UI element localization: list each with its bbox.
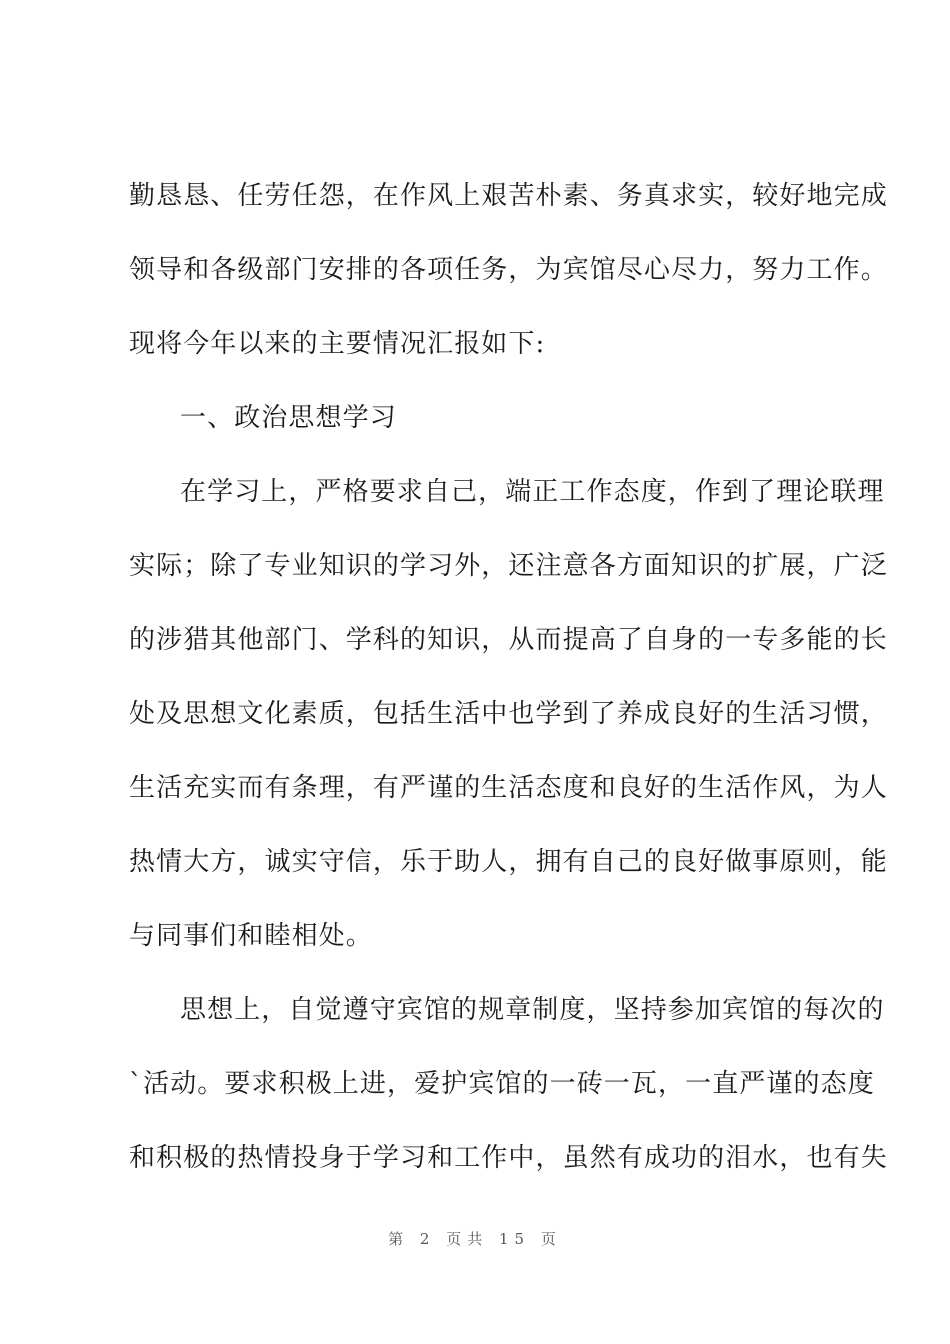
- paragraph-line: 和积极的热情投身于学习和工作中，虽然有成功的泪水，也有失: [129, 1143, 888, 1173]
- paragraph-line: 思想上，自觉遵守宾馆的规章制度，坚持参加宾馆的每次的: [180, 995, 885, 1025]
- paragraph-line: 生活充实而有条理，有严谨的生活态度和良好的生活作风，为人: [129, 773, 888, 803]
- paragraph-line: 实际；除了专业知识的学习外，还注意各方面知识的扩展，广泛: [129, 551, 888, 581]
- paragraph-line: 领导和各级部门安排的各项任务，为宾馆尽心尽力，努力工作。: [129, 255, 888, 285]
- paragraph-line: `活动。要求积极上进，爱护宾馆的一砖一瓦，一直严谨的态度: [129, 1069, 875, 1099]
- paragraph-line: 处及思想文化素质，包括生活中也学到了养成良好的生活习惯，: [129, 699, 888, 729]
- paragraph-line: 现将今年以来的主要情况汇报如下:: [129, 329, 546, 359]
- paragraph-line: 勤恳恳、任劳任怨，在作风上艰苦朴素、务真求实，较好地完成: [129, 181, 888, 211]
- paragraph-line: 热情大方，诚实守信，乐于助人，拥有自己的良好做事原则，能: [129, 847, 888, 877]
- section-heading: 一、政治思想学习: [180, 403, 397, 433]
- paragraph-line: 与同事们和睦相处。: [129, 921, 373, 951]
- page-number-footer: 第 2 页共 15 页: [388, 1230, 562, 1248]
- paragraph-line: 的涉猎其他部门、学科的知识，从而提高了自身的一专多能的长: [129, 625, 888, 655]
- paragraph-line: 在学习上，严格要求自己，端正工作态度，作到了理论联理: [180, 477, 885, 507]
